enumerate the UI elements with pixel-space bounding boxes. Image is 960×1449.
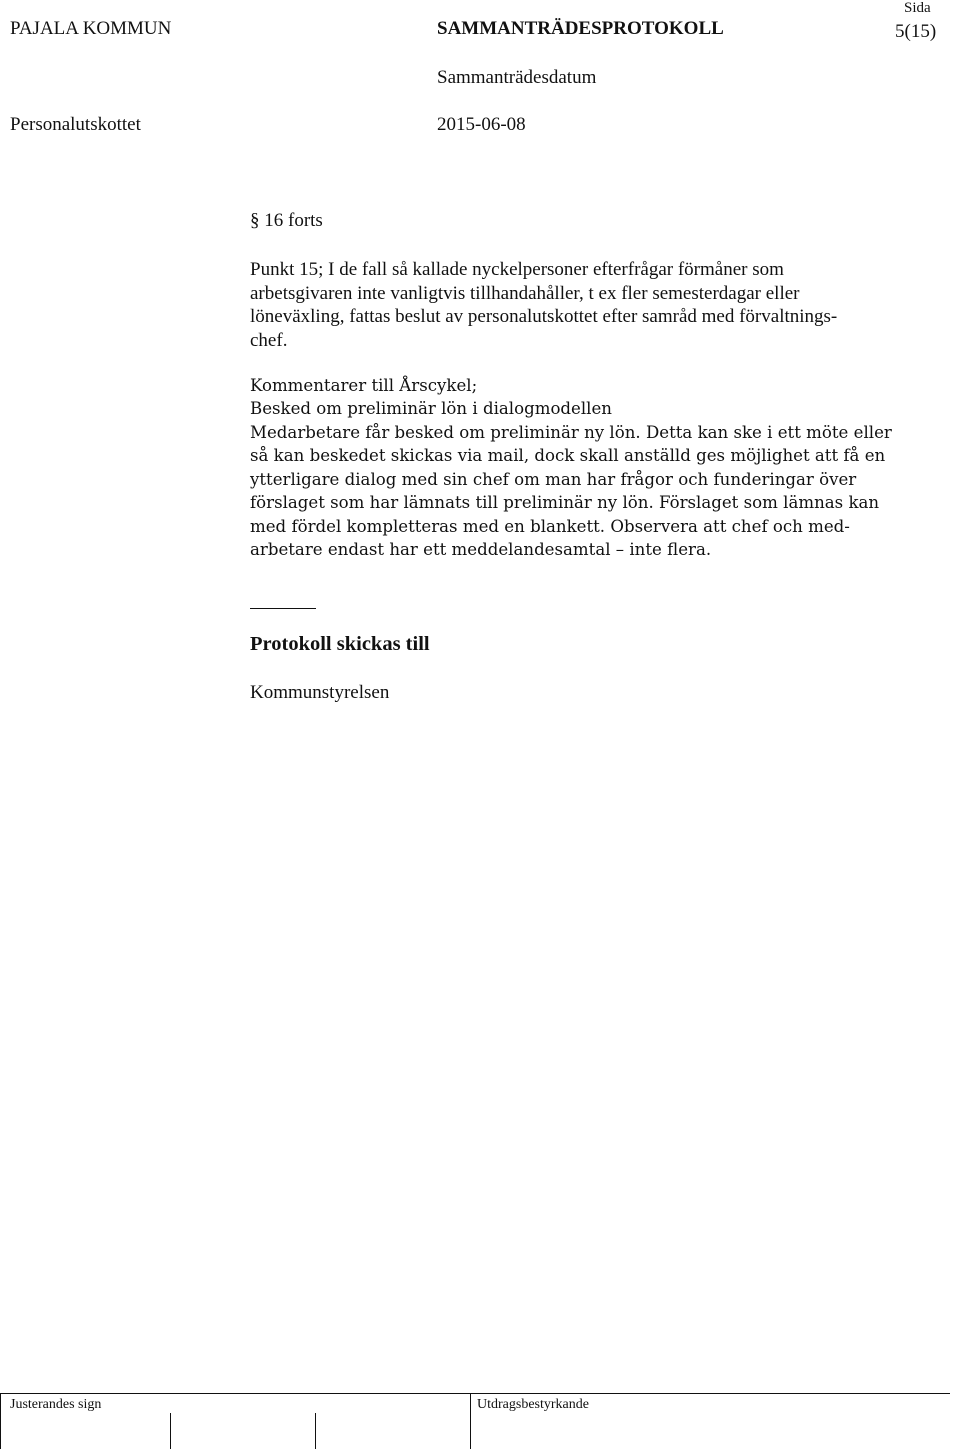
sign-box-divider	[315, 1413, 316, 1449]
footer-divider	[470, 1393, 471, 1449]
comments-line: med fördel kompletteras med en blankett. Observera att chef och med-	[250, 517, 850, 536]
comments-line: Medarbetare får besked om preliminär ny lön. Detta kan ske i ett möte eller	[250, 423, 892, 442]
section-heading	[250, 210, 323, 232]
comments-line: arbetare endast har ett meddelandesamtal – inte flera.	[250, 540, 712, 559]
comments-subheading: Besked om preliminär lön i dialogmodellen	[250, 399, 612, 418]
comments-line: så kan beskedet skickas via mail, dock skall anställd ges möjlighet att få en	[250, 446, 886, 465]
paragraph-line: Punkt 15; I de fall så kallade nyckelpersoner efterfrågar förmåner som	[250, 259, 784, 280]
paragraph-line: löneväxling, fattas beslut av personalutskottet efter samråd med förvaltnings-	[250, 306, 838, 327]
meeting-date: 2015-06-08	[437, 114, 526, 135]
document-type: SAMMANTRÄDESPROTOKOLL	[437, 18, 724, 39]
meeting-date-label: Sammanträdesdatum	[437, 67, 597, 88]
org-name: PAJALA KOMMUN	[10, 18, 172, 39]
page-number: 5(15)	[895, 21, 937, 42]
comments-line: ytterligare dialog med sin chef om man har frågor och funderingar över	[250, 470, 857, 489]
paragraph-line: chef.	[250, 330, 288, 351]
committee-name: Personalutskottet	[10, 114, 141, 135]
distribution-recipient: Kommunstyrelsen	[250, 682, 390, 703]
certification-label: Utdragsbestyrkande	[477, 1397, 589, 1412]
footer-divider	[0, 1393, 1, 1449]
comments-line: förslaget som har lämnats till preliminär ny lön. Förslaget som lämnas kan	[250, 493, 880, 512]
paragraph-line: arbetsgivaren inte vanligtvis tillhandahåller, t ex fler semesterdagar eller	[250, 283, 800, 304]
sign-box-divider	[170, 1413, 171, 1449]
section-title: 16 forts	[264, 210, 323, 231]
page-label: Sida	[904, 0, 931, 16]
sign-label: Justerandes sign	[10, 1397, 102, 1412]
comments-heading: Kommentarer till Årscykel;	[250, 376, 478, 395]
distribution-heading: Protokoll skickas till	[250, 633, 430, 655]
footer-rule	[0, 1393, 950, 1394]
section-symbol: §	[250, 210, 260, 231]
separator-rule	[250, 608, 316, 609]
